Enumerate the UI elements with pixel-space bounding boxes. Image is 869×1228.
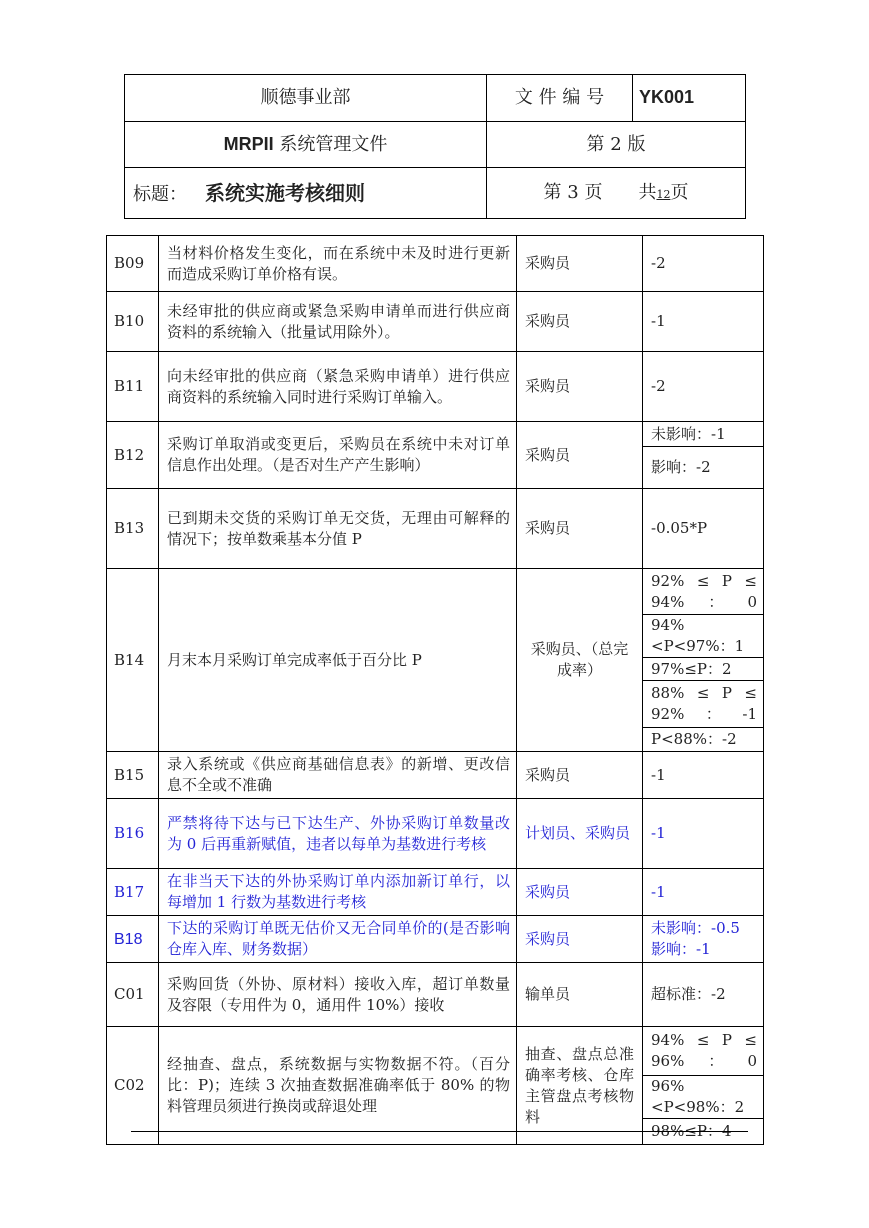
- item-description: 向未经审批的供应商（紧急采购申请单）进行供应商资料的系统输入同时进行采购订单输入。: [159, 352, 517, 422]
- responsible-role: 采购员: [517, 422, 643, 489]
- system-name-rest: 系统管理文件: [273, 133, 388, 155]
- table-row: [107, 236, 764, 292]
- document-title: 系统实施考核细则: [205, 180, 365, 205]
- item-description: 已到期未交货的采购订单无交货，无理由可解释的情况下；按单数乘基本分值 P: [159, 489, 517, 569]
- score: -1: [643, 752, 764, 799]
- score: 97%≤P：2: [643, 658, 764, 681]
- score: 未影响：-1: [643, 422, 764, 447]
- item-description: 下达的采购订单既无估价又无合同单价的(是否影响仓库入库、财务数据）: [159, 916, 517, 963]
- item-description: 采购回货（外协、原材料）接收入库，超订单数量及容限（专用件为 0，通用件 10%）接收: [159, 963, 517, 1027]
- table-row: [107, 963, 764, 1027]
- doc-number: YK001: [633, 75, 746, 122]
- score: -2: [643, 236, 764, 292]
- score: 影响：-1: [651, 940, 711, 958]
- score: P<88%：-2: [643, 728, 764, 752]
- score: -2: [643, 352, 764, 422]
- doc-number-label: 文 件 编 号: [487, 75, 633, 122]
- responsible-role: 采购员: [517, 489, 643, 569]
- score: 92% ≤ P ≤ 94%：0: [643, 569, 764, 615]
- page-text: 第 3 页 共: [543, 182, 657, 204]
- item-code: C01: [107, 963, 159, 1027]
- score: 88% ≤ P ≤ 92%：-1: [643, 681, 764, 728]
- title-label: 标题：: [133, 183, 187, 205]
- table-row: [107, 869, 764, 916]
- document-header: [124, 74, 746, 219]
- score: 超标准：-2: [643, 963, 764, 1027]
- table-row: [107, 422, 764, 447]
- score: -0.05*P: [643, 489, 764, 569]
- responsible-role: 采购员: [517, 352, 643, 422]
- score: 94%<P<97%：1: [643, 615, 764, 658]
- score: -1: [643, 292, 764, 352]
- responsible-role: 采购员: [517, 752, 643, 799]
- table-row: [107, 1027, 764, 1076]
- page-suffix: 页: [670, 182, 689, 204]
- item-code: C02: [107, 1027, 159, 1145]
- score: -1: [643, 799, 764, 869]
- table-row: [107, 752, 764, 799]
- item-description: 采购订单取消或变更后，采购员在系统中未对订单信息作出处理。（是否对生产产生影响）: [159, 422, 517, 489]
- item-code: B13: [107, 489, 159, 569]
- title-cell: [125, 168, 487, 219]
- responsible-role: 采购员: [517, 916, 643, 963]
- table-row: [107, 489, 764, 569]
- responsible-role: 抽查、盘点总准确率考核、仓库主管盘点考核物料: [517, 1027, 643, 1145]
- page-info: [487, 168, 746, 219]
- score: 未影响：-0.5: [651, 919, 740, 937]
- item-description: 未经审批的供应商或紧急采购申请单而进行供应商资料的系统输入（批量试用除外）。: [159, 292, 517, 352]
- version: 第 2 版: [487, 122, 746, 168]
- item-description: 经抽查、盘点，系统数据与实物数据不符。（百分比：P)；连续 3 次抽查数据准确率低于 80% 的物料管理员须进行换岗或辞退处理: [159, 1027, 517, 1145]
- footer-rule: [131, 1131, 748, 1132]
- item-description: 当材料价格发生变化，而在系统中未及时进行更新而造成采购订单价格有误。: [159, 236, 517, 292]
- system-name-bold: MRPII: [223, 133, 274, 154]
- responsible-role: 采购员: [517, 292, 643, 352]
- score-cell: [643, 916, 764, 963]
- score: 96%<P<98%：2: [643, 1076, 764, 1119]
- score: -1: [643, 869, 764, 916]
- department-name: 顺德事业部: [125, 75, 487, 122]
- item-description: 录入系统或《供应商基础信息表》的新增、更改信息不全或不准确: [159, 752, 517, 799]
- item-code: B09: [107, 236, 159, 292]
- table-row: [107, 569, 764, 615]
- responsible-role: 计划员、采购员: [517, 799, 643, 869]
- item-description: 在非当天下达的外协采购订单内添加新订单行，以每增加 1 行数为基数进行考核: [159, 869, 517, 916]
- responsible-role: 采购员: [517, 869, 643, 916]
- score: 影响：-2: [643, 447, 764, 489]
- responsible-role: 采购员: [517, 236, 643, 292]
- page-total: 12: [656, 188, 671, 202]
- item-code: B12: [107, 422, 159, 489]
- responsible-role: 采购员、（总完成率）: [517, 569, 643, 752]
- score: 98%≤P：4: [643, 1119, 764, 1145]
- item-code: B18: [107, 916, 159, 963]
- item-code: B16: [107, 799, 159, 869]
- table-row: [107, 352, 764, 422]
- score: 94% ≤ P ≤ 96%：0: [643, 1027, 764, 1076]
- item-code: B11: [107, 352, 159, 422]
- table-row: [107, 916, 764, 963]
- item-code: B10: [107, 292, 159, 352]
- item-description: 月末本月采购订单完成率低于百分比 P: [159, 569, 517, 752]
- item-code: B17: [107, 869, 159, 916]
- system-name: [125, 122, 487, 168]
- table-row: [107, 292, 764, 352]
- table-row: [107, 799, 764, 869]
- assessment-table: [106, 235, 764, 1145]
- item-description: 严禁将待下达与已下达生产、外协采购订单数量改为 0 后再重新赋值，违者以每单为基数进行考核: [159, 799, 517, 869]
- item-code: B14: [107, 569, 159, 752]
- item-code: B15: [107, 752, 159, 799]
- responsible-role: 输单员: [517, 963, 643, 1027]
